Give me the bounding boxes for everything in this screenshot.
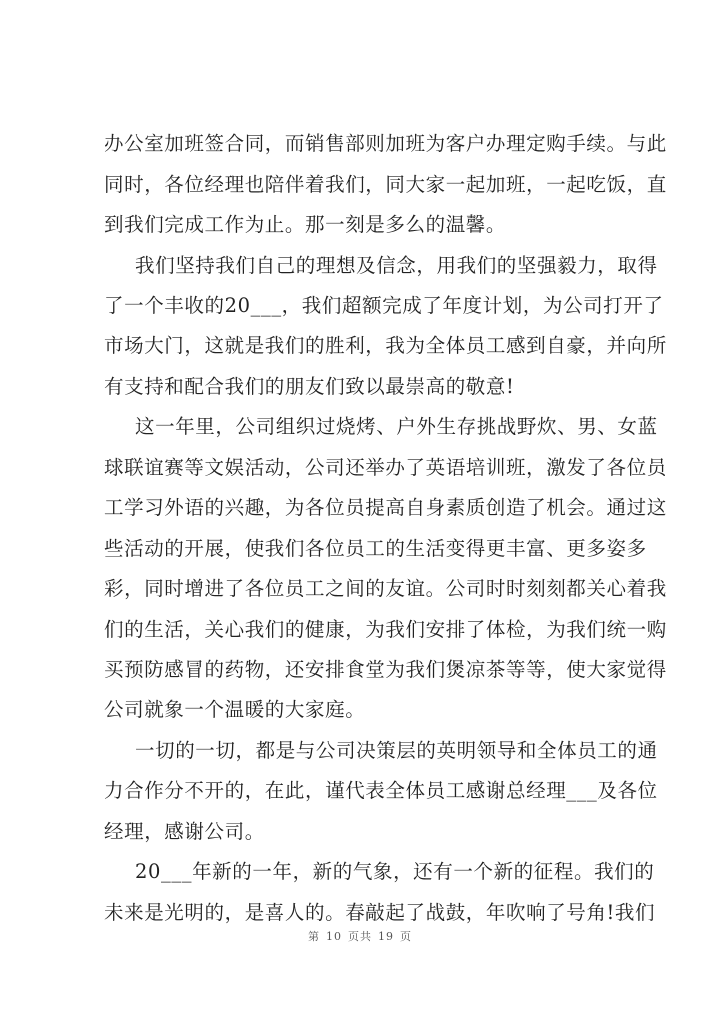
text-line: 力合作分不开的，在此，谨代表全体员工感谢总经理___及各位 bbox=[104, 779, 658, 802]
text-line: 些活动的开展，使我们各位员工的生活变得更丰富、更多姿多 bbox=[104, 537, 647, 560]
text-line: 了一个丰收的20___，我们超额完成了年度计划，为公司打开了 bbox=[104, 294, 664, 317]
text-line: 市场大门，这就是我们的胜利，我为全体员工感到自豪，并向所 bbox=[104, 334, 667, 357]
page-footer bbox=[0, 928, 720, 944]
text-line: 公司就象一个温暖的大家庭。 bbox=[104, 698, 366, 721]
text-line: 球联谊赛等文娱活动，公司还举办了英语培训班，激发了各位员 bbox=[104, 456, 667, 479]
total-pages: 19 bbox=[378, 930, 394, 943]
text-line: 办公室加班签合同，而销售部则加班为客户办理定购手续。与此 bbox=[104, 132, 667, 155]
footer-suffix: 页 bbox=[400, 930, 412, 943]
text-line: 一切的一切，都是与公司决策层的英明领导和全体员工的通 bbox=[135, 739, 658, 762]
text-line: 工学习外语的兴趣，为各位员提高自身素质创造了机会。通过这 bbox=[104, 496, 667, 519]
text-line: 未来是光明的，是喜人的。春敲起了战鼓，年吹响了号角!我们 bbox=[104, 901, 656, 924]
footer-prefix: 第 bbox=[308, 930, 320, 943]
text-line: 我们坚持我们自己的理想及信念，用我们的坚强毅力，取得 bbox=[135, 254, 658, 277]
text-line: 经理，感谢公司。 bbox=[104, 820, 265, 843]
text-line: 这一年里，公司组织过烧烤、户外生存挑战野炊、男、女蓝 bbox=[135, 415, 658, 438]
text-line: 们的生活，关心我们的健康，为我们安排了体检，为我们统一购 bbox=[104, 618, 667, 641]
text-line: 20___年新的一年，新的气象，还有一个新的征程。我们的 bbox=[135, 860, 655, 883]
text-line: 买预防感冒的药物，还安排食堂为我们煲凉茶等等，使大家觉得 bbox=[104, 658, 667, 681]
text-line: 同时，各位经理也陪伴着我们，同大家一起加班，一起吃饭，直 bbox=[104, 173, 667, 196]
text-line: 有支持和配合我们的朋友们致以最崇高的敬意! bbox=[104, 375, 515, 398]
page-number: 10 bbox=[326, 930, 342, 943]
text-line: 到我们完成工作为止。那一刻是多么的温馨。 bbox=[104, 213, 507, 236]
footer-middle: 页共 bbox=[348, 930, 372, 943]
text-line: 彩，同时增进了各位员工之间的友谊。公司时时刻刻都关心着我 bbox=[104, 577, 667, 600]
